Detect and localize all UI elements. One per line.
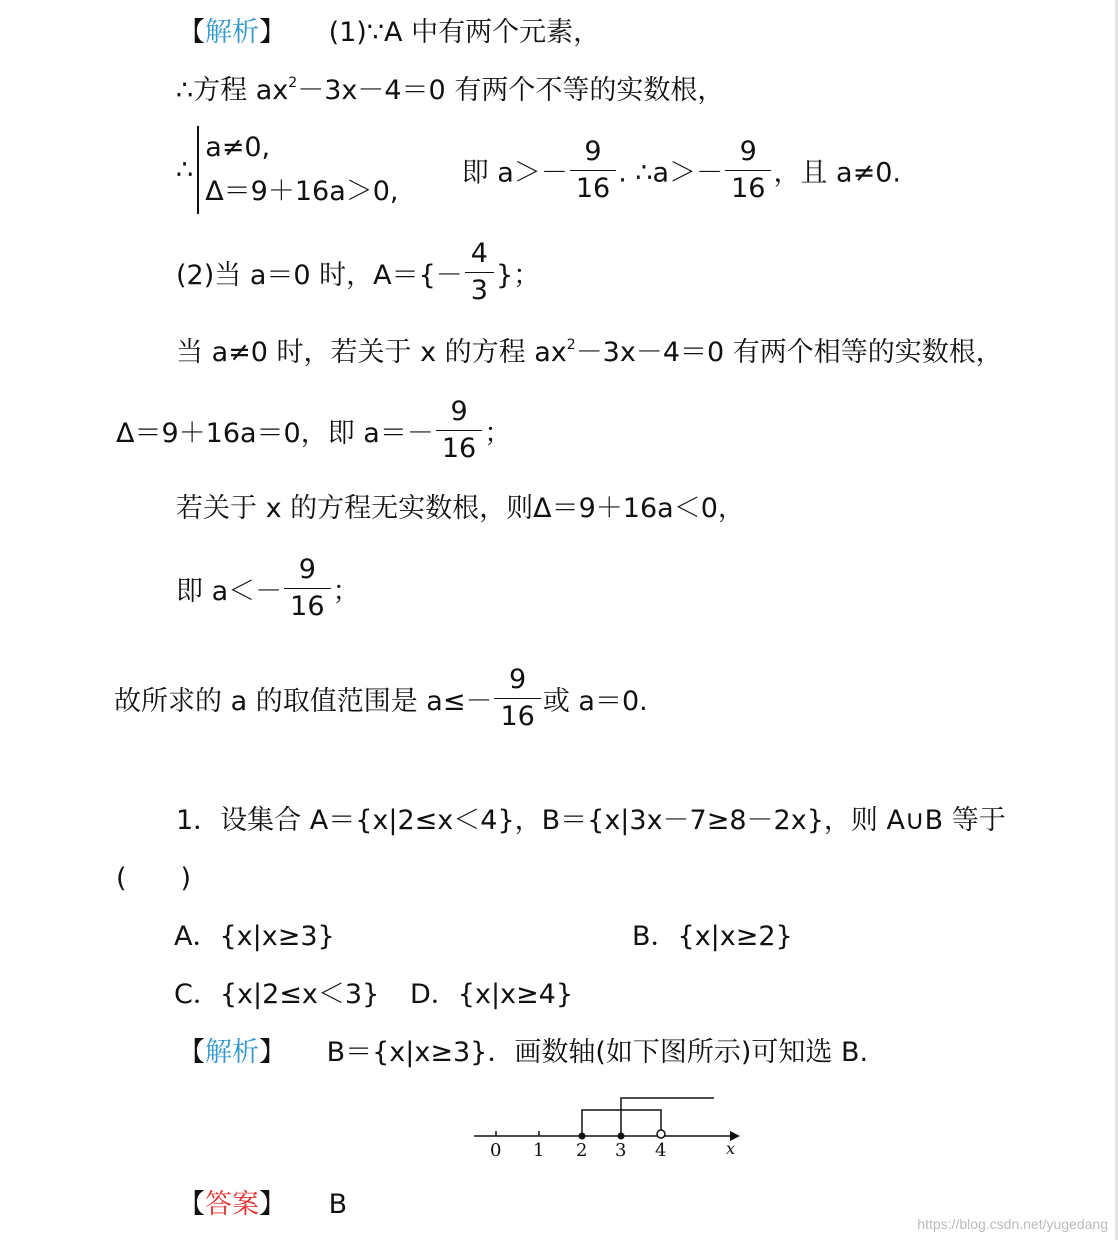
- part2-line2: [176, 336, 1003, 374]
- conclusion-post: 或 a＝0.: [542, 686, 648, 717]
- fraction-numerator: 4: [465, 236, 494, 273]
- analysis-heading-1: [178, 16, 600, 50]
- fraction-numerator: 9: [570, 134, 616, 171]
- answer-label: 答案: [205, 1189, 259, 1220]
- part2-line3-pre: Δ＝9＋16a＝0，即 a＝－: [116, 418, 434, 449]
- part2-line1: [176, 236, 540, 309]
- bracket-close: 】: [259, 1037, 286, 1068]
- fraction: [284, 552, 330, 625]
- analysis-text: B＝{x|x≥3}．画数轴(如下图所示)可知选 B.: [326, 1037, 869, 1068]
- therefore-symbol: ∴: [176, 154, 194, 186]
- number-line-diagram: [470, 1090, 750, 1162]
- option-c: C．{x|2≤x＜3}: [174, 979, 380, 1010]
- part2-line4: 若关于 x 的方程无实数根，则Δ＝9＋16a＜0，: [176, 493, 745, 524]
- option-b: B．{x|x≥2}: [632, 921, 793, 952]
- bracket-close: 】: [259, 17, 286, 48]
- bracket-open: 【: [178, 1037, 205, 1068]
- option-a: A．{x|x≥3}: [174, 921, 335, 952]
- part2-line5-post: ；: [332, 576, 360, 607]
- part2-line3: [116, 394, 511, 467]
- set-b-point-3: [618, 1133, 625, 1140]
- part2-line5: [176, 552, 360, 625]
- fraction-numerator: 9: [436, 394, 482, 431]
- condition-2: Δ＝9＋16a＞0,: [205, 176, 399, 207]
- fraction-numerator: 9: [725, 134, 771, 171]
- bracket-open: 【: [178, 17, 205, 48]
- fraction: [465, 236, 494, 309]
- part2-line2-post: －3x－4＝0 有两个相等的实数根，: [575, 337, 1003, 368]
- tick-label-0: 0: [490, 1140, 502, 1161]
- superscript: 2: [566, 337, 576, 353]
- condition-system: [197, 126, 398, 214]
- fraction-denominator: 16: [575, 172, 611, 204]
- tick-label-1: 1: [533, 1140, 545, 1161]
- fraction-denominator: 3: [470, 275, 488, 306]
- question-stem: 1．设集合 A＝{x|2≤x＜4}，B＝{x|3x－7≥8－2x}，则 A∪B 等于: [176, 805, 1006, 836]
- fraction: [725, 134, 771, 207]
- conclusion: [114, 662, 648, 735]
- set-a-point-2: [579, 1133, 586, 1140]
- part1-line2-post: －3x－4＝0 有两个不等的实数根，: [297, 75, 725, 106]
- tick-label-4: 4: [655, 1140, 667, 1161]
- tick-label-2: 2: [576, 1140, 588, 1161]
- axis-label-x: x: [726, 1139, 736, 1158]
- answer-value: B: [328, 1189, 348, 1220]
- bracket-close: 】: [259, 1189, 286, 1220]
- watermark: https://blog.csdn.net/yugedang: [917, 1216, 1108, 1232]
- fraction-denominator: 16: [441, 433, 477, 464]
- part2-line2-pre: 当 a≠0 时，若关于 x 的方程 ax: [176, 337, 567, 368]
- answer-heading: [178, 1188, 347, 1222]
- analysis-label: 解析: [205, 17, 259, 48]
- fraction-denominator: 16: [500, 701, 535, 732]
- part2-line5-pre: 即 a＜－: [176, 576, 283, 607]
- fraction-numerator: 9: [494, 662, 540, 699]
- part2-line1-pre: (2)当 a＝0 时，A＝{－: [176, 260, 463, 291]
- part2-line1-post: }；: [495, 260, 541, 291]
- part1-line2: [176, 74, 724, 112]
- fraction: [494, 662, 540, 735]
- part1-line2-pre: ∴方程 ax: [176, 75, 289, 106]
- ji-pre: 即 a＞－: [461, 157, 568, 189]
- bracket-open: 【: [178, 1189, 205, 1220]
- answer-paren: ( ): [116, 863, 192, 894]
- part1-line1: (1)∵A 中有两个元素，: [328, 17, 601, 48]
- option-d: D．{x|x≥4}: [410, 979, 574, 1010]
- analysis-heading-2: [178, 1036, 868, 1070]
- part2-line3-post: ；: [484, 418, 512, 449]
- tick-label-3: 3: [615, 1140, 627, 1161]
- mid-text: . ∴a＞－: [618, 157, 724, 189]
- analysis-label: 解析: [205, 1037, 259, 1068]
- conclusion-pre: 故所求的 a 的取值范围是 a≤－: [114, 686, 493, 717]
- superscript: 2: [288, 75, 298, 91]
- tail-text: ，且 a≠0.: [773, 157, 901, 189]
- part1-system: [176, 126, 901, 214]
- fraction-denominator: 16: [290, 591, 325, 622]
- condition-1: a≠0,: [205, 132, 271, 163]
- fraction-numerator: 9: [284, 552, 330, 589]
- fraction: [570, 134, 616, 207]
- fraction: [436, 394, 482, 467]
- fraction-denominator: 16: [731, 172, 766, 204]
- set-b-bracket: [621, 1098, 714, 1136]
- set-a-open-point-4: [657, 1130, 665, 1138]
